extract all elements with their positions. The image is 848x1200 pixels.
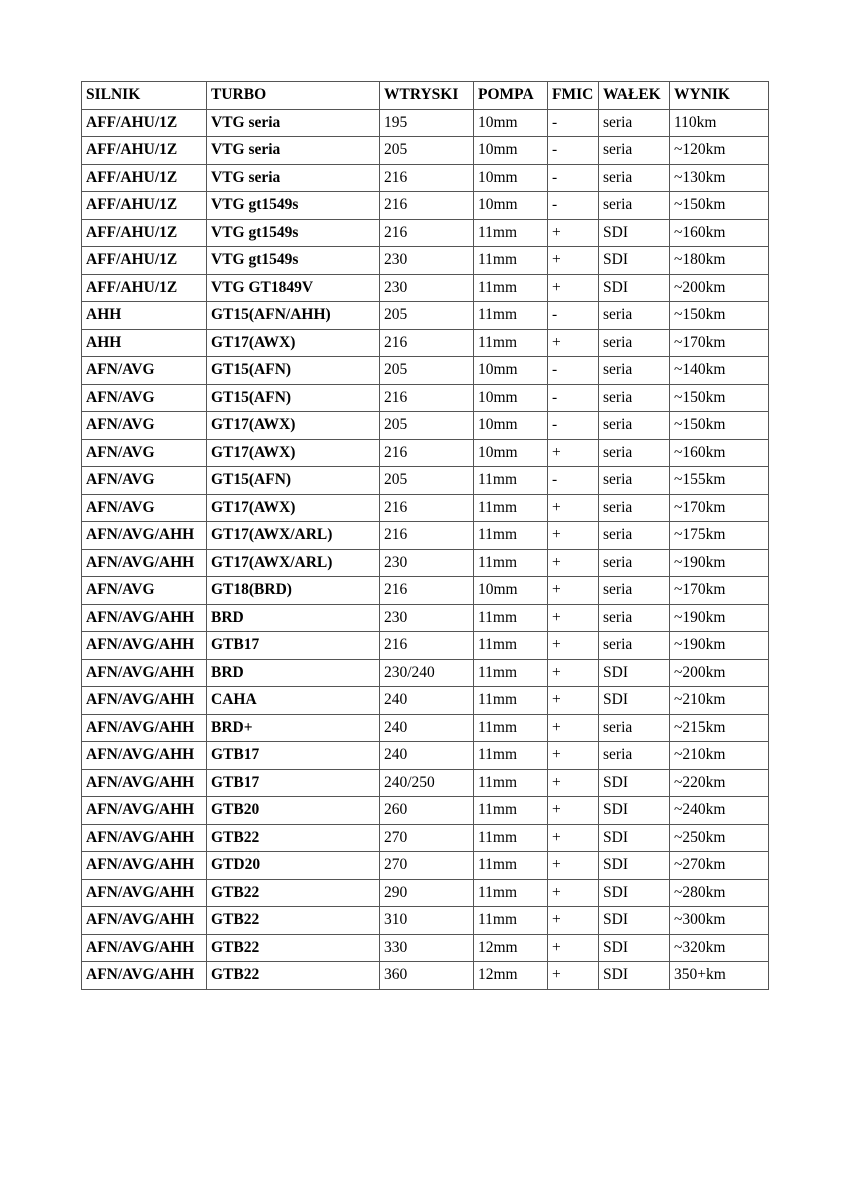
table-row	[82, 907, 769, 935]
cell-camshaft: seria	[599, 192, 670, 220]
cell-fmic: +	[548, 247, 599, 275]
cell-turbo: GT15(AFN)	[207, 384, 380, 412]
cell-turbo: VTG seria	[207, 137, 380, 165]
cell-fmic: -	[548, 467, 599, 495]
cell-injectors: 216	[380, 577, 474, 605]
cell-pump: 11mm	[474, 714, 548, 742]
cell-injectors: 205	[380, 357, 474, 385]
cell-pump: 10mm	[474, 109, 548, 137]
cell-camshaft: seria	[599, 384, 670, 412]
cell-pump: 10mm	[474, 137, 548, 165]
cell-turbo: GT15(AFN)	[207, 357, 380, 385]
cell-injectors: 216	[380, 164, 474, 192]
cell-fmic: -	[548, 412, 599, 440]
cell-engine: AFN/AVG	[82, 577, 207, 605]
cell-engine: AFN/AVG/AHH	[82, 879, 207, 907]
cell-pump: 11mm	[474, 852, 548, 880]
cell-turbo: VTG GT1849V	[207, 274, 380, 302]
cell-pump: 10mm	[474, 357, 548, 385]
cell-fmic: -	[548, 164, 599, 192]
cell-injectors: 205	[380, 137, 474, 165]
cell-engine: AFN/AVG/AHH	[82, 714, 207, 742]
cell-injectors: 216	[380, 192, 474, 220]
cell-engine: AFN/AVG/AHH	[82, 659, 207, 687]
cell-result: ~200km	[670, 274, 769, 302]
cell-camshaft: SDI	[599, 797, 670, 825]
cell-injectors: 216	[380, 632, 474, 660]
cell-fmic: +	[548, 632, 599, 660]
cell-injectors: 310	[380, 907, 474, 935]
table-row	[82, 412, 769, 440]
cell-engine: AFN/AVG/AHH	[82, 852, 207, 880]
cell-pump: 10mm	[474, 164, 548, 192]
table-row	[82, 219, 769, 247]
table-row	[82, 879, 769, 907]
cell-result: ~150km	[670, 412, 769, 440]
cell-result: ~240km	[670, 797, 769, 825]
cell-pump: 11mm	[474, 659, 548, 687]
cell-pump: 11mm	[474, 219, 548, 247]
table-row	[82, 302, 769, 330]
cell-pump: 11mm	[474, 742, 548, 770]
cell-turbo: VTG seria	[207, 109, 380, 137]
cell-turbo: GT18(BRD)	[207, 577, 380, 605]
cell-camshaft: seria	[599, 109, 670, 137]
cell-result: ~190km	[670, 604, 769, 632]
cell-turbo: GTB22	[207, 824, 380, 852]
cell-turbo: BRD+	[207, 714, 380, 742]
cell-pump: 11mm	[474, 494, 548, 522]
cell-engine: AFF/AHU/1Z	[82, 219, 207, 247]
cell-injectors: 205	[380, 302, 474, 330]
cell-result: ~150km	[670, 384, 769, 412]
cell-engine: AFN/AVG/AHH	[82, 934, 207, 962]
cell-camshaft: seria	[599, 522, 670, 550]
cell-fmic: +	[548, 742, 599, 770]
cell-camshaft: seria	[599, 742, 670, 770]
table-row	[82, 329, 769, 357]
cell-camshaft: SDI	[599, 852, 670, 880]
cell-turbo: GTB17	[207, 632, 380, 660]
cell-result: ~130km	[670, 164, 769, 192]
cell-pump: 11mm	[474, 467, 548, 495]
cell-engine: AFF/AHU/1Z	[82, 192, 207, 220]
cell-camshaft: seria	[599, 467, 670, 495]
cell-pump: 11mm	[474, 907, 548, 935]
table-row	[82, 687, 769, 715]
cell-pump: 10mm	[474, 192, 548, 220]
cell-fmic: +	[548, 577, 599, 605]
table-row	[82, 577, 769, 605]
cell-turbo: GTD20	[207, 852, 380, 880]
cell-camshaft: seria	[599, 494, 670, 522]
cell-engine: AFN/AVG	[82, 384, 207, 412]
engine-tuning-table	[81, 81, 769, 990]
cell-injectors: 230/240	[380, 659, 474, 687]
cell-camshaft: SDI	[599, 934, 670, 962]
table-body	[82, 109, 769, 989]
cell-engine: AHH	[82, 302, 207, 330]
cell-injectors: 240	[380, 742, 474, 770]
cell-fmic: +	[548, 824, 599, 852]
cell-camshaft: SDI	[599, 824, 670, 852]
cell-turbo: GT17(AWX)	[207, 439, 380, 467]
cell-result: ~215km	[670, 714, 769, 742]
table-header-row	[82, 82, 769, 110]
cell-pump: 11mm	[474, 329, 548, 357]
cell-pump: 11mm	[474, 879, 548, 907]
header-walek: WAŁEK	[599, 82, 670, 110]
cell-camshaft: SDI	[599, 962, 670, 990]
cell-camshaft: seria	[599, 549, 670, 577]
cell-result: ~210km	[670, 687, 769, 715]
cell-fmic: +	[548, 329, 599, 357]
cell-camshaft: seria	[599, 137, 670, 165]
cell-fmic: +	[548, 852, 599, 880]
cell-turbo: GTB22	[207, 962, 380, 990]
cell-engine: AFF/AHU/1Z	[82, 247, 207, 275]
cell-injectors: 205	[380, 467, 474, 495]
cell-turbo: GT17(AWX)	[207, 412, 380, 440]
cell-fmic: -	[548, 137, 599, 165]
cell-turbo: GT17(AWX/ARL)	[207, 549, 380, 577]
cell-pump: 11mm	[474, 632, 548, 660]
cell-injectors: 230	[380, 549, 474, 577]
cell-pump: 12mm	[474, 962, 548, 990]
cell-fmic: +	[548, 439, 599, 467]
cell-injectors: 260	[380, 797, 474, 825]
table-row	[82, 769, 769, 797]
cell-pump: 10mm	[474, 439, 548, 467]
cell-fmic: +	[548, 962, 599, 990]
cell-engine: AFN/AVG/AHH	[82, 769, 207, 797]
table-row	[82, 439, 769, 467]
cell-engine: AFN/AVG/AHH	[82, 549, 207, 577]
cell-result: ~140km	[670, 357, 769, 385]
cell-result: ~150km	[670, 192, 769, 220]
table-row	[82, 192, 769, 220]
cell-result: ~170km	[670, 577, 769, 605]
cell-fmic: +	[548, 769, 599, 797]
cell-camshaft: seria	[599, 302, 670, 330]
cell-result: ~270km	[670, 852, 769, 880]
header-wynik: WYNIK	[670, 82, 769, 110]
cell-turbo: VTG gt1549s	[207, 247, 380, 275]
cell-turbo: GTB17	[207, 769, 380, 797]
cell-result: ~190km	[670, 549, 769, 577]
cell-fmic: +	[548, 907, 599, 935]
table-row	[82, 274, 769, 302]
cell-turbo: GT15(AFN/AHH)	[207, 302, 380, 330]
cell-camshaft: seria	[599, 412, 670, 440]
cell-fmic: +	[548, 522, 599, 550]
cell-fmic: -	[548, 302, 599, 330]
cell-result: ~250km	[670, 824, 769, 852]
table-row	[82, 659, 769, 687]
cell-camshaft: seria	[599, 604, 670, 632]
cell-pump: 11mm	[474, 797, 548, 825]
cell-pump: 11mm	[474, 274, 548, 302]
cell-turbo: CAHA	[207, 687, 380, 715]
table-row	[82, 632, 769, 660]
cell-pump: 11mm	[474, 549, 548, 577]
cell-pump: 11mm	[474, 604, 548, 632]
cell-camshaft: seria	[599, 329, 670, 357]
table-row	[82, 742, 769, 770]
cell-engine: AFN/AVG	[82, 467, 207, 495]
cell-injectors: 230	[380, 604, 474, 632]
cell-result: ~190km	[670, 632, 769, 660]
cell-injectors: 240/250	[380, 769, 474, 797]
table-row	[82, 714, 769, 742]
cell-camshaft: SDI	[599, 219, 670, 247]
table-row	[82, 494, 769, 522]
cell-engine: AFF/AHU/1Z	[82, 137, 207, 165]
cell-injectors: 230	[380, 274, 474, 302]
cell-fmic: +	[548, 274, 599, 302]
cell-injectors: 290	[380, 879, 474, 907]
cell-engine: AFN/AVG/AHH	[82, 632, 207, 660]
cell-turbo: GT17(AWX)	[207, 494, 380, 522]
cell-fmic: +	[548, 797, 599, 825]
cell-fmic: +	[548, 494, 599, 522]
cell-camshaft: SDI	[599, 247, 670, 275]
cell-injectors: 240	[380, 687, 474, 715]
cell-injectors: 230	[380, 247, 474, 275]
cell-pump: 11mm	[474, 302, 548, 330]
header-wtryski: WTRYSKI	[380, 82, 474, 110]
cell-turbo: VTG gt1549s	[207, 192, 380, 220]
cell-turbo: BRD	[207, 659, 380, 687]
cell-result: ~120km	[670, 137, 769, 165]
cell-injectors: 270	[380, 852, 474, 880]
header-fmic: FMIC	[548, 82, 599, 110]
cell-injectors: 240	[380, 714, 474, 742]
cell-engine: AFN/AVG	[82, 412, 207, 440]
cell-turbo: GTB17	[207, 742, 380, 770]
cell-injectors: 216	[380, 439, 474, 467]
cell-turbo: GT15(AFN)	[207, 467, 380, 495]
cell-result: ~200km	[670, 659, 769, 687]
table-row	[82, 797, 769, 825]
cell-engine: AFF/AHU/1Z	[82, 164, 207, 192]
cell-pump: 11mm	[474, 687, 548, 715]
table-row	[82, 962, 769, 990]
cell-injectors: 216	[380, 522, 474, 550]
cell-injectors: 195	[380, 109, 474, 137]
cell-turbo: GTB22	[207, 907, 380, 935]
table-row	[82, 604, 769, 632]
cell-injectors: 216	[380, 384, 474, 412]
cell-pump: 12mm	[474, 934, 548, 962]
cell-injectors: 330	[380, 934, 474, 962]
table-row	[82, 357, 769, 385]
table-row	[82, 164, 769, 192]
header-turbo: TURBO	[207, 82, 380, 110]
header-silnik: SILNIK	[82, 82, 207, 110]
cell-engine: AFN/AVG/AHH	[82, 824, 207, 852]
header-pompa: POMPA	[474, 82, 548, 110]
cell-fmic: +	[548, 934, 599, 962]
cell-injectors: 216	[380, 494, 474, 522]
cell-pump: 11mm	[474, 522, 548, 550]
cell-fmic: +	[548, 714, 599, 742]
cell-result: ~280km	[670, 879, 769, 907]
cell-fmic: -	[548, 357, 599, 385]
cell-fmic: -	[548, 109, 599, 137]
cell-result: ~300km	[670, 907, 769, 935]
table-row	[82, 384, 769, 412]
cell-result: ~210km	[670, 742, 769, 770]
cell-engine: AFN/AVG/AHH	[82, 687, 207, 715]
cell-result: ~320km	[670, 934, 769, 962]
cell-result: 110km	[670, 109, 769, 137]
cell-camshaft: seria	[599, 632, 670, 660]
cell-injectors: 360	[380, 962, 474, 990]
cell-fmic: -	[548, 384, 599, 412]
cell-result: ~155km	[670, 467, 769, 495]
cell-result: ~160km	[670, 219, 769, 247]
cell-engine: AFN/AVG	[82, 439, 207, 467]
cell-camshaft: seria	[599, 439, 670, 467]
cell-result: ~180km	[670, 247, 769, 275]
cell-turbo: BRD	[207, 604, 380, 632]
table-row	[82, 824, 769, 852]
table-row	[82, 934, 769, 962]
cell-camshaft: SDI	[599, 687, 670, 715]
cell-fmic: +	[548, 549, 599, 577]
cell-fmic: +	[548, 659, 599, 687]
cell-result: ~170km	[670, 329, 769, 357]
cell-camshaft: SDI	[599, 879, 670, 907]
cell-engine: AFN/AVG/AHH	[82, 604, 207, 632]
table-row	[82, 467, 769, 495]
cell-pump: 10mm	[474, 384, 548, 412]
table-row	[82, 109, 769, 137]
cell-injectors: 216	[380, 219, 474, 247]
cell-pump: 11mm	[474, 769, 548, 797]
cell-injectors: 216	[380, 329, 474, 357]
cell-turbo: GT17(AWX)	[207, 329, 380, 357]
cell-engine: AHH	[82, 329, 207, 357]
cell-result: ~220km	[670, 769, 769, 797]
cell-result: ~150km	[670, 302, 769, 330]
cell-pump: 11mm	[474, 824, 548, 852]
cell-turbo: GT17(AWX/ARL)	[207, 522, 380, 550]
cell-engine: AFF/AHU/1Z	[82, 274, 207, 302]
cell-camshaft: SDI	[599, 769, 670, 797]
cell-engine: AFN/AVG	[82, 494, 207, 522]
cell-turbo: GTB22	[207, 879, 380, 907]
cell-camshaft: SDI	[599, 659, 670, 687]
cell-turbo: VTG seria	[207, 164, 380, 192]
cell-pump: 10mm	[474, 412, 548, 440]
cell-camshaft: SDI	[599, 274, 670, 302]
cell-camshaft: seria	[599, 357, 670, 385]
cell-pump: 10mm	[474, 577, 548, 605]
cell-engine: AFN/AVG/AHH	[82, 962, 207, 990]
cell-turbo: GTB22	[207, 934, 380, 962]
cell-injectors: 270	[380, 824, 474, 852]
cell-camshaft: seria	[599, 577, 670, 605]
cell-engine: AFN/AVG/AHH	[82, 742, 207, 770]
cell-engine: AFN/AVG	[82, 357, 207, 385]
cell-result: 350+km	[670, 962, 769, 990]
cell-engine: AFN/AVG/AHH	[82, 522, 207, 550]
cell-turbo: GTB20	[207, 797, 380, 825]
cell-camshaft: seria	[599, 714, 670, 742]
table-row	[82, 522, 769, 550]
cell-injectors: 205	[380, 412, 474, 440]
cell-camshaft: seria	[599, 164, 670, 192]
table-row	[82, 852, 769, 880]
cell-engine: AFN/AVG/AHH	[82, 797, 207, 825]
table-row	[82, 137, 769, 165]
cell-result: ~175km	[670, 522, 769, 550]
cell-engine: AFN/AVG/AHH	[82, 907, 207, 935]
cell-camshaft: SDI	[599, 907, 670, 935]
cell-fmic: +	[548, 687, 599, 715]
cell-result: ~160km	[670, 439, 769, 467]
cell-fmic: +	[548, 604, 599, 632]
cell-result: ~170km	[670, 494, 769, 522]
cell-fmic: +	[548, 879, 599, 907]
table-row	[82, 549, 769, 577]
table-row	[82, 247, 769, 275]
cell-pump: 11mm	[474, 247, 548, 275]
cell-engine: AFF/AHU/1Z	[82, 109, 207, 137]
cell-fmic: -	[548, 192, 599, 220]
cell-fmic: +	[548, 219, 599, 247]
cell-turbo: VTG gt1549s	[207, 219, 380, 247]
